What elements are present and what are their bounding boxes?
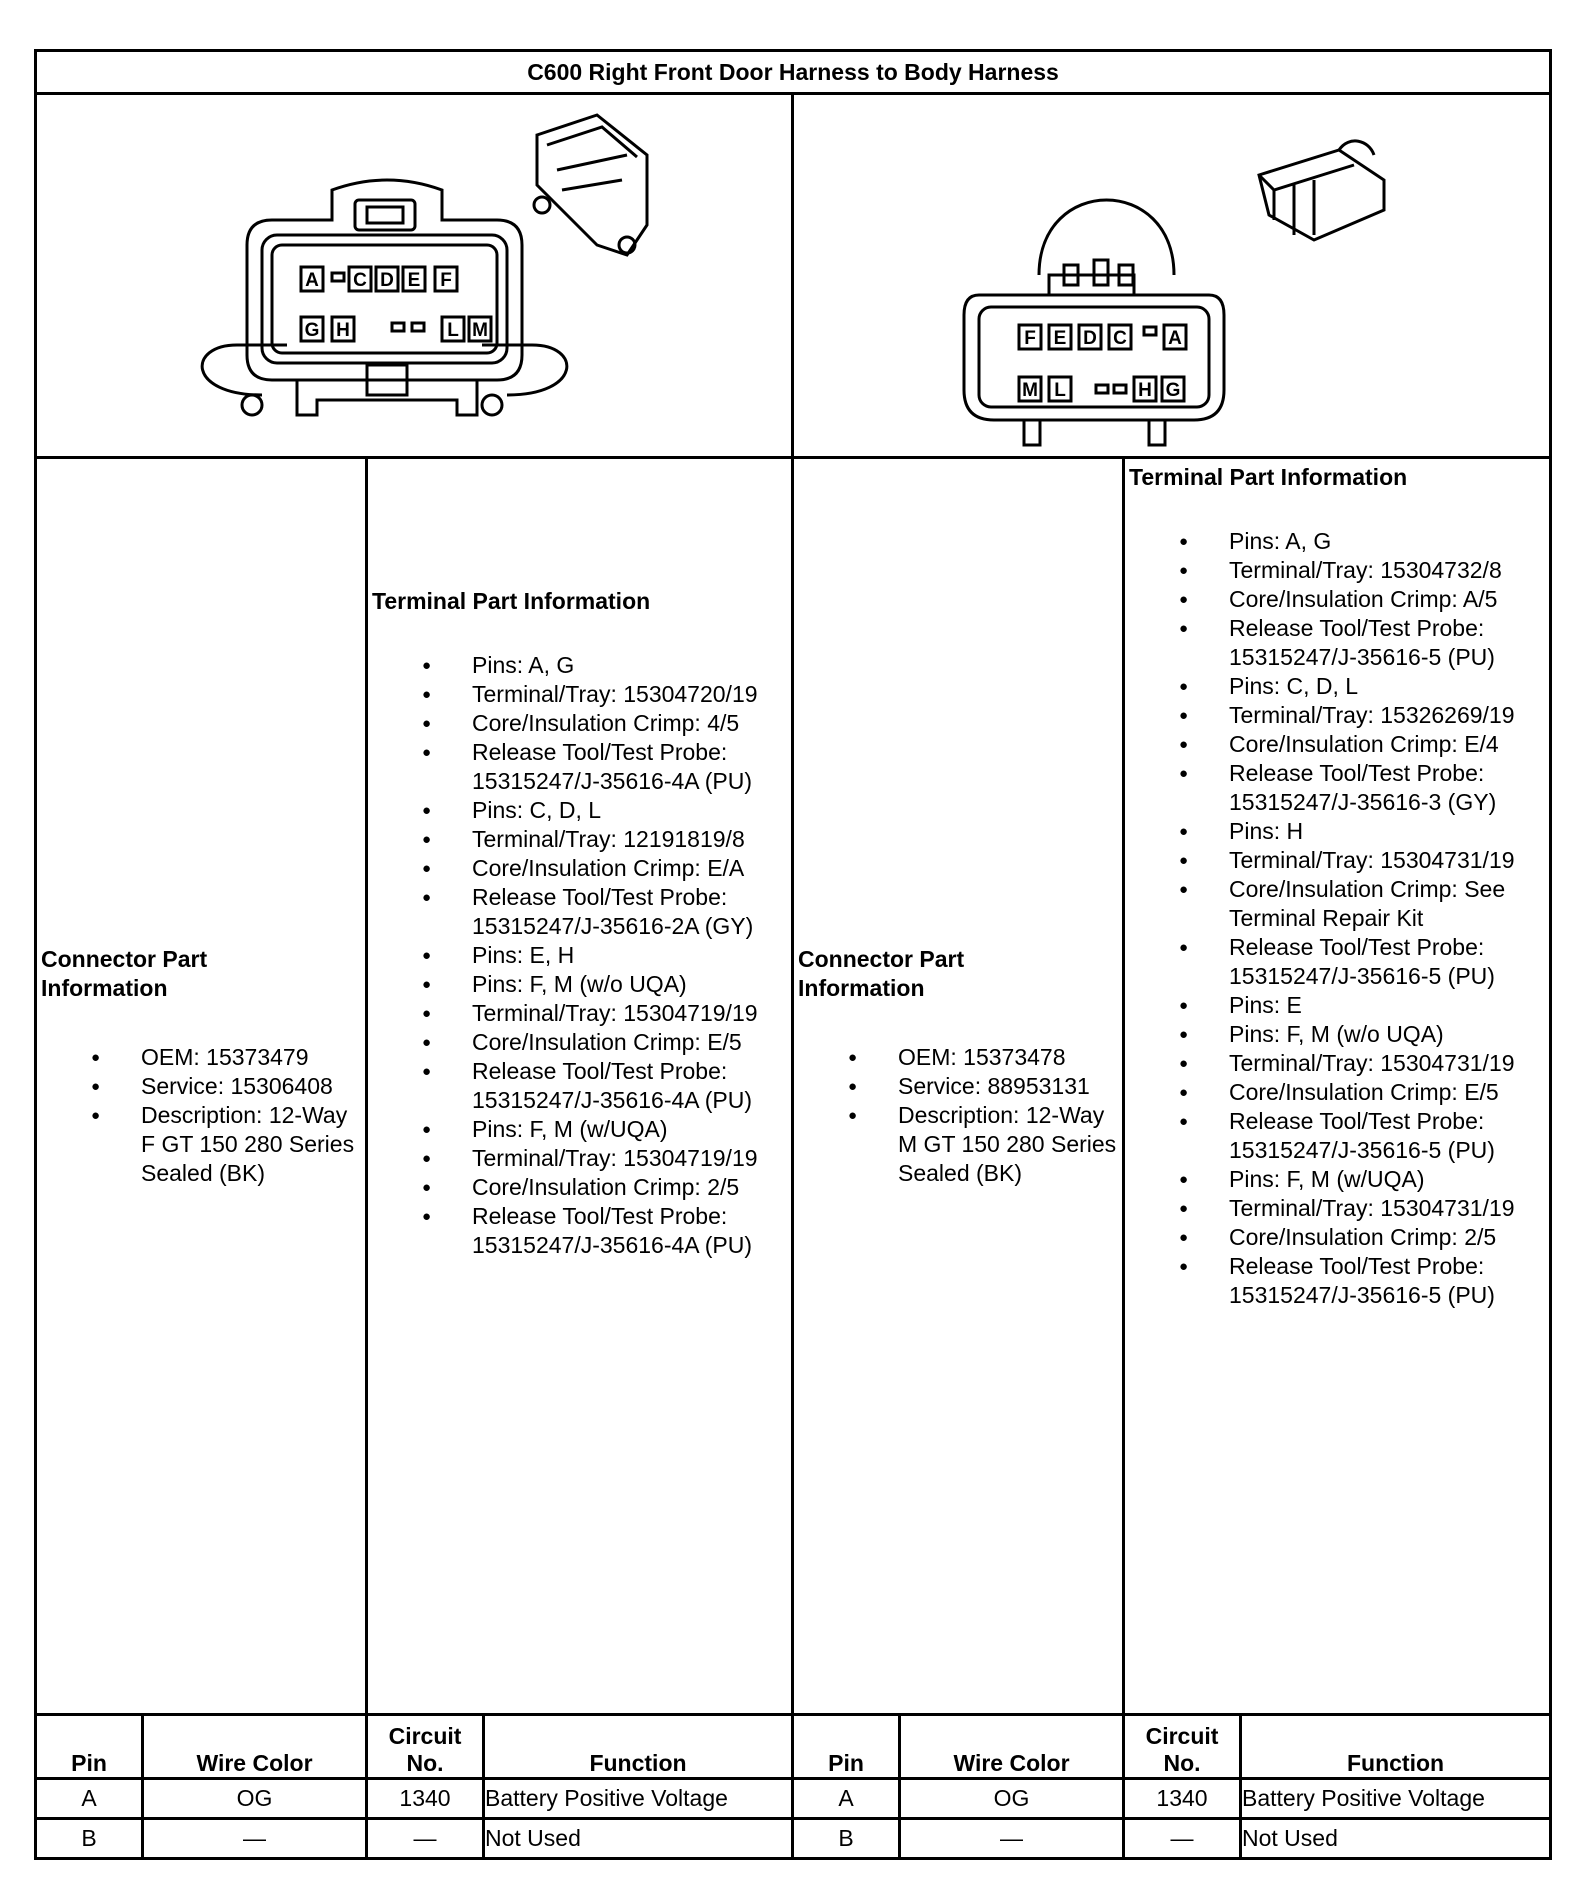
terminal-group [372,651,787,796]
circuit-header [1124,1715,1241,1779]
list-item: ● Terminal/Tray: 15304719/19 [372,1144,787,1173]
function-header: Function [1241,1715,1551,1779]
pin-label: G [1165,380,1181,401]
list-item: ● Release Tool/Test Probe: 15315247/J-35616-5 (PU) [1129,614,1545,672]
terminal-group [372,941,787,1115]
circuit-cell: — [1124,1819,1241,1859]
connector-face-male-drawing [794,95,1552,456]
pin-cell: B [36,1819,143,1859]
list-item: ● Release Tool/Test Probe: 15315247/J-35616-3 (GY) [1129,759,1545,817]
circuit-cell: 1340 [367,1779,484,1819]
wire-color-header: Wire Color [900,1715,1124,1779]
pin-label: A [1168,328,1182,349]
list-item: ● Pins: F, M (w/o UQA) [1129,1020,1545,1049]
terminal-part-info-male [1124,458,1551,1715]
terminal-part-info-female [367,458,793,1715]
function-cell: Not Used [1241,1819,1551,1859]
list-item: ● OEM: 15373479 [41,1043,361,1072]
wire-color-header: Wire Color [143,1715,367,1779]
pin-label: C [353,270,367,291]
pin-label: F [440,270,452,291]
circuit-header [367,1715,484,1779]
list-item: ● Core/Insulation Crimp: E/5 [372,1028,787,1057]
circuit-cell: 1340 [1124,1779,1241,1819]
pin-label: L [1054,380,1066,401]
list-item: ● Terminal/Tray: 15304732/8 [1129,556,1545,585]
pin-cell: B [793,1819,900,1859]
pin-label: M [1022,380,1038,401]
circuit-cell: — [367,1819,484,1859]
list-item: ● Pins: F, M (w/UQA) [1129,1165,1545,1194]
connector-part-info-female [36,458,367,1715]
terminal-info-heading: Terminal Part Information [372,588,651,614]
list-item: ● Terminal/Tray: 15326269/19 [1129,701,1545,730]
terminal-group [1129,991,1545,1165]
circuit-header-line2: No. [406,1750,444,1776]
connector-part-info-male [793,458,1124,1715]
list-item: ● Core/Insulation Crimp: See Terminal Repair Kit [1129,875,1545,933]
pin-label: M [472,320,488,341]
terminal-group [372,796,787,941]
list-item: ● Pins: F, M (w/UQA) [372,1115,787,1144]
wire-color-cell: OG [900,1779,1124,1819]
list-item: ● Core/Insulation Crimp: E/A [372,854,787,883]
list-item: ● OEM: 15373478 [798,1043,1118,1072]
pin-header: Pin [36,1715,143,1779]
list-item: ● Pins: E [1129,991,1545,1020]
list-item: ● Pins: F, M (w/o UQA) [372,970,787,999]
terminal-group [1129,672,1545,817]
list-item: ● Pins: A, G [1129,527,1545,556]
pin-label: F [1024,328,1036,349]
pin-label: A [305,270,319,291]
table-row [36,1779,1551,1819]
wire-color-cell: — [143,1819,367,1859]
terminal-group [1129,527,1545,672]
list-item: ● Release Tool/Test Probe: 15315247/J-35616-2A (GY) [372,883,787,941]
list-item: ● Pins: C, D, L [1129,672,1545,701]
pin-label: G [304,320,320,341]
pin-label: D [380,270,394,291]
list-item: ● Core/Insulation Crimp: E/4 [1129,730,1545,759]
page-title: C600 Right Front Door Harness to Body Harness [36,51,1551,94]
function-cell: Battery Positive Voltage [1241,1779,1551,1819]
connector-face-female-drawing [37,95,794,456]
pin-cell: A [36,1779,143,1819]
list-item: ● Terminal/Tray: 15304720/19 [372,680,787,709]
terminal-group [372,1115,787,1260]
pin-label: H [1138,380,1152,401]
terminal-group [1129,1165,1545,1310]
list-item: ● Release Tool/Test Probe: 15315247/J-35616-4A (PU) [372,738,787,796]
terminal-info-heading: Terminal Part Information [1129,464,1408,490]
connector-drawing-female [36,94,793,458]
wire-color-cell: OG [143,1779,367,1819]
connector-info-heading: Connector Part Information [798,945,965,1001]
function-cell: Not Used [484,1819,793,1859]
list-item: ● Terminal/Tray: 12191819/8 [372,825,787,854]
list-item: ● Service: 88953131 [798,1072,1118,1101]
list-item: ● Release Tool/Test Probe: 15315247/J-35616-5 (PU) [1129,1252,1545,1310]
connector-drawing-male [793,94,1551,458]
list-item: ● Core/Insulation Crimp: E/5 [1129,1078,1545,1107]
terminal-group [1129,817,1545,991]
pin-table-header [36,1715,1551,1779]
list-item: ● Core/Insulation Crimp: 2/5 [1129,1223,1545,1252]
list-item: ● Pins: E, H [372,941,787,970]
connector-info-list [41,1043,361,1188]
connector-sheet [34,49,1552,1860]
list-item: ● Pins: C, D, L [372,796,787,825]
list-item: ● Description: 12-Way M GT 150 280 Series Sealed (BK) [798,1101,1118,1188]
connector-info-list [798,1043,1118,1188]
pin-label: E [1053,328,1067,349]
list-item: ● Service: 15306408 [41,1072,361,1101]
pin-label: L [447,320,459,341]
list-item: ● Pins: H [1129,817,1545,846]
list-item: ● Release Tool/Test Probe: 15315247/J-35616-5 (PU) [1129,933,1545,991]
function-header: Function [484,1715,793,1779]
list-item: ● Terminal/Tray: 15304719/19 [372,999,787,1028]
list-item: ● Core/Insulation Crimp: A/5 [1129,585,1545,614]
list-item: ● Pins: A, G [372,651,787,680]
table-row [36,1819,1551,1859]
pin-label: H [336,320,350,341]
pin-label: D [1083,328,1097,349]
list-item: ● Release Tool/Test Probe: 15315247/J-35616-5 (PU) [1129,1107,1545,1165]
circuit-header-line2: No. [1163,1750,1201,1776]
list-item: ● Terminal/Tray: 15304731/19 [1129,1049,1545,1078]
pin-label: C [1113,328,1127,349]
list-item: ● Release Tool/Test Probe: 15315247/J-35616-4A (PU) [372,1057,787,1115]
list-item: ● Core/Insulation Crimp: 4/5 [372,709,787,738]
list-item: ● Terminal/Tray: 15304731/19 [1129,846,1545,875]
list-item: ● Terminal/Tray: 15304731/19 [1129,1194,1545,1223]
pin-header: Pin [793,1715,900,1779]
wire-color-cell: — [900,1819,1124,1859]
circuit-header-line1: Circuit [388,1723,462,1749]
pin-cell: A [793,1779,900,1819]
list-item: ● Release Tool/Test Probe: 15315247/J-35616-4A (PU) [372,1202,787,1260]
connector-info-heading: Connector Part Information [41,945,208,1001]
function-cell: Battery Positive Voltage [484,1779,793,1819]
circuit-header-line1: Circuit [1145,1723,1219,1749]
pin-label: E [407,270,421,291]
list-item: ● Description: 12-Way F GT 150 280 Series Sealed (BK) [41,1101,361,1188]
list-item: ● Core/Insulation Crimp: 2/5 [372,1173,787,1202]
